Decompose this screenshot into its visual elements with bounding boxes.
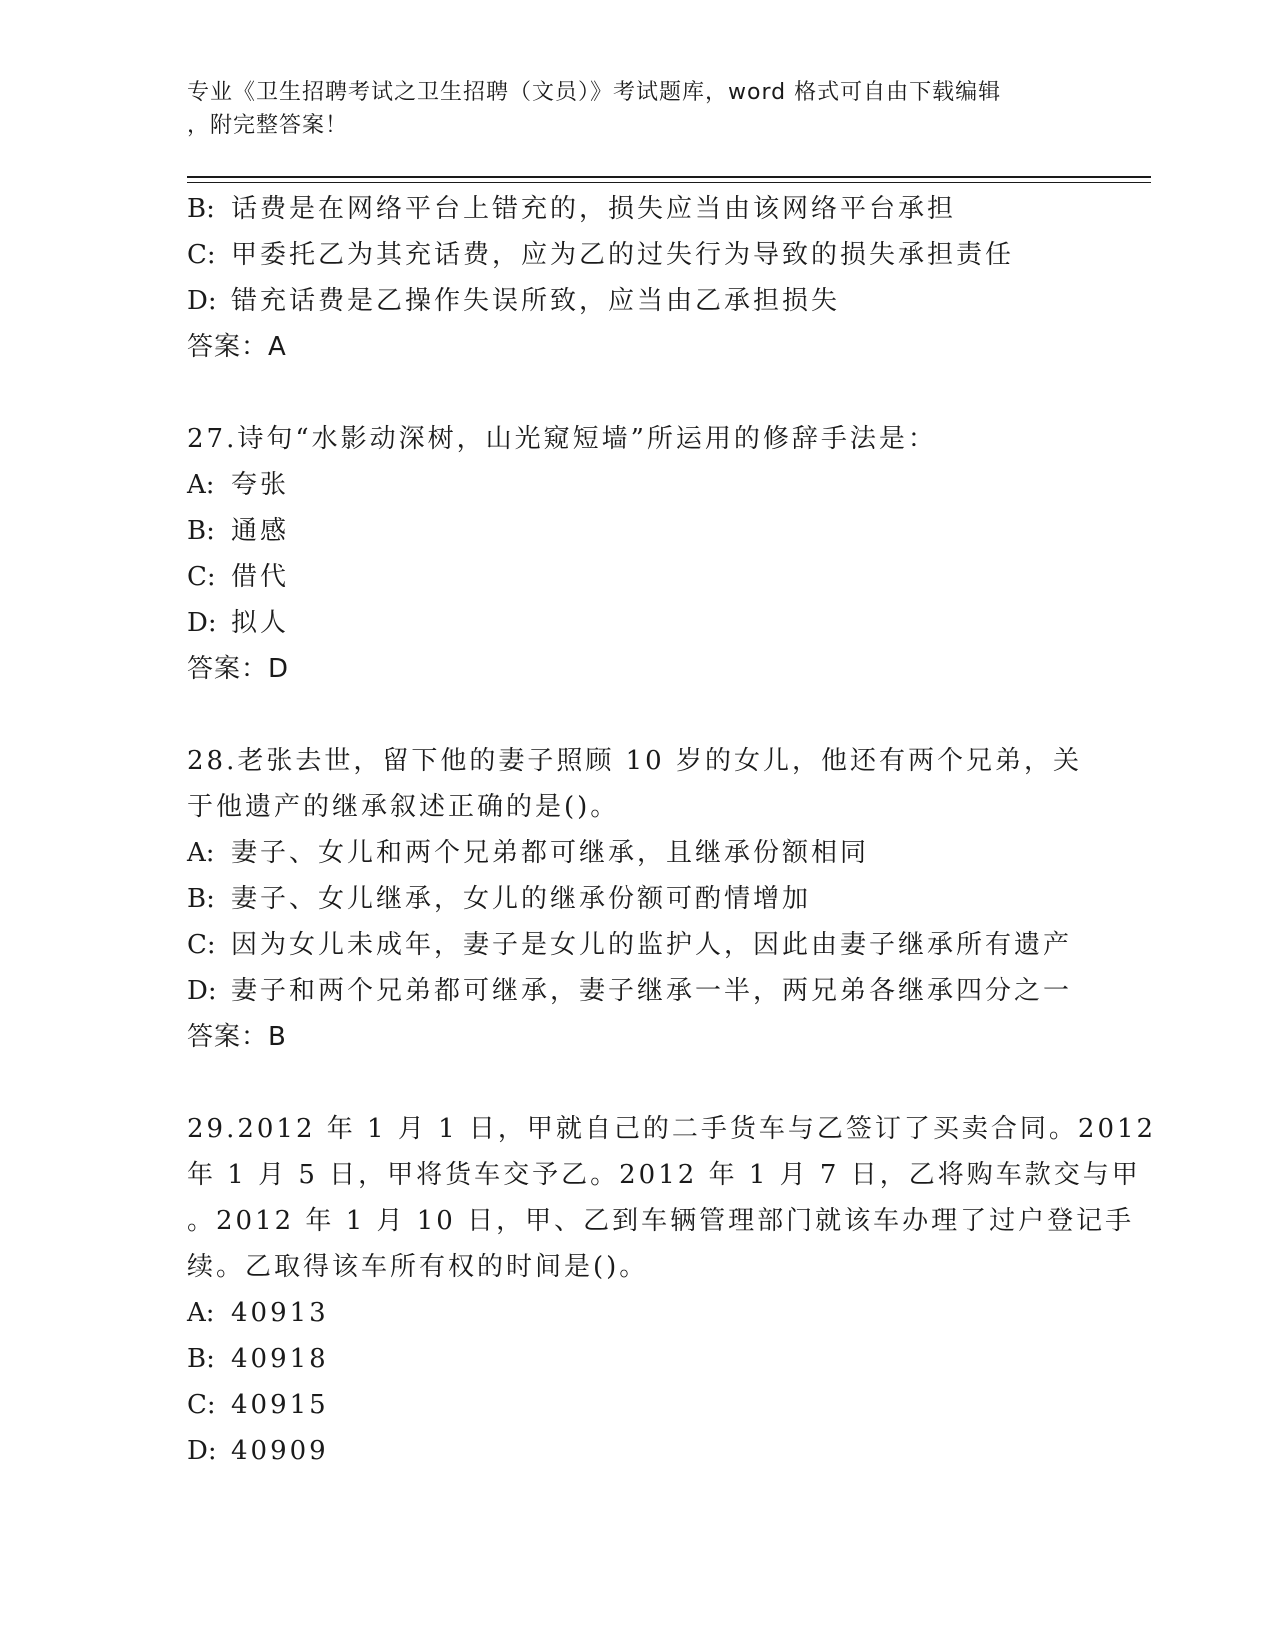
option-d <box>187 600 1087 646</box>
option-key: D: <box>187 286 217 316</box>
option-text: 错充话费是乙操作失误所致，应当由乙承担损失 <box>231 286 841 316</box>
option-b <box>187 186 1087 232</box>
option-key: C: <box>187 930 216 960</box>
option-c <box>187 554 1087 600</box>
option-text: 妻子和两个兄弟都可继承，妻子继承一半，两兄弟各继承四分之一 <box>231 976 1073 1006</box>
option-text: 借代 <box>231 562 290 592</box>
option-key: A: <box>187 1298 215 1328</box>
option-key: D: <box>187 1436 217 1466</box>
option-key: A: <box>187 838 215 868</box>
document-header <box>187 76 1087 142</box>
question-29-block <box>187 1106 1157 1474</box>
option-key: C: <box>187 562 216 592</box>
question-stem-line-2: 年 1 月 5 日，甲将货车交予乙。2012 年 1 月 7 日，乙将购车款交与甲 <box>187 1160 1141 1190</box>
option-d <box>187 278 1087 324</box>
question-content <box>187 186 1157 1474</box>
option-text: 40913 <box>231 1298 329 1328</box>
option-text: 拟人 <box>231 608 290 638</box>
option-key: B: <box>187 884 215 914</box>
option-key: B: <box>187 194 215 224</box>
option-b <box>187 508 1087 554</box>
option-text: 40909 <box>231 1436 329 1466</box>
option-b <box>187 1336 1087 1382</box>
option-text: 因为女儿未成年，妻子是女儿的监护人，因此由妻子继承所有遗产 <box>231 930 1073 960</box>
option-key: C: <box>187 240 216 270</box>
header-line-2: ，附完整答案！ <box>187 113 349 138</box>
option-text: 夸张 <box>231 470 290 500</box>
answer-line: 答案：D <box>187 654 290 684</box>
header-rule-thick <box>187 176 1151 178</box>
option-text: 40915 <box>231 1390 329 1420</box>
question-stem-line-2: 于他遗产的继承叙述正确的是()。 <box>187 792 620 822</box>
option-c <box>187 1382 1087 1428</box>
option-key: C: <box>187 1390 216 1420</box>
option-key: D: <box>187 976 217 1006</box>
option-text: 妻子、女儿继承，女儿的继承份额可酌情增加 <box>231 884 812 914</box>
question-stem-line-3: 。2012 年 1 月 10 日，甲、乙到车辆管理部门就该车办理了过户登记手 <box>187 1206 1135 1236</box>
prev-question-block <box>187 186 1087 370</box>
option-d <box>187 1428 1087 1474</box>
option-c <box>187 232 1087 278</box>
spacer <box>187 370 1087 416</box>
option-a <box>187 462 1087 508</box>
option-key: A: <box>187 470 215 500</box>
spacer <box>187 1060 1087 1106</box>
answer-line: 答案：A <box>187 332 287 362</box>
question-28-block <box>187 738 1087 1060</box>
option-text: 妻子、女儿和两个兄弟都可继承，且继承份额相同 <box>231 838 870 868</box>
question-stem-line-4: 续。乙取得该车所有权的时间是()。 <box>187 1252 649 1282</box>
option-text: 通感 <box>231 516 290 546</box>
option-key: B: <box>187 516 215 546</box>
option-key: D: <box>187 608 217 638</box>
header-line-1: 专业《卫生招聘考试之卫生招聘（文员）》考试题库，word 格式可自由下载编辑 <box>187 80 1002 105</box>
option-a <box>187 1290 1087 1336</box>
header-rule-thin <box>187 182 1151 183</box>
question-stem-line-1: 29.2012 年 1 月 1 日，甲就自己的二手货车与乙签订了买卖合同。2012 <box>187 1114 1157 1144</box>
option-text: 甲委托乙为其充话费，应为乙的过失行为导致的损失承担责任 <box>231 240 1015 270</box>
option-b <box>187 876 1087 922</box>
question-stem-line-1: 28.老张去世，留下他的妻子照顾 10 岁的女儿，他还有两个兄弟，关 <box>187 746 1082 776</box>
answer-line: 答案：B <box>187 1022 287 1052</box>
option-d <box>187 968 1087 1014</box>
option-text: 话费是在网络平台上错充的，损失应当由该网络平台承担 <box>231 194 957 224</box>
option-c <box>187 922 1087 968</box>
option-text: 40918 <box>231 1344 329 1374</box>
question-27-block <box>187 416 1087 692</box>
spacer <box>187 692 1087 738</box>
option-key: B: <box>187 1344 215 1374</box>
option-a <box>187 830 1087 876</box>
question-stem: 27.诗句“水影动深树，山光窥短墙”所运用的修辞手法是： <box>187 424 937 454</box>
